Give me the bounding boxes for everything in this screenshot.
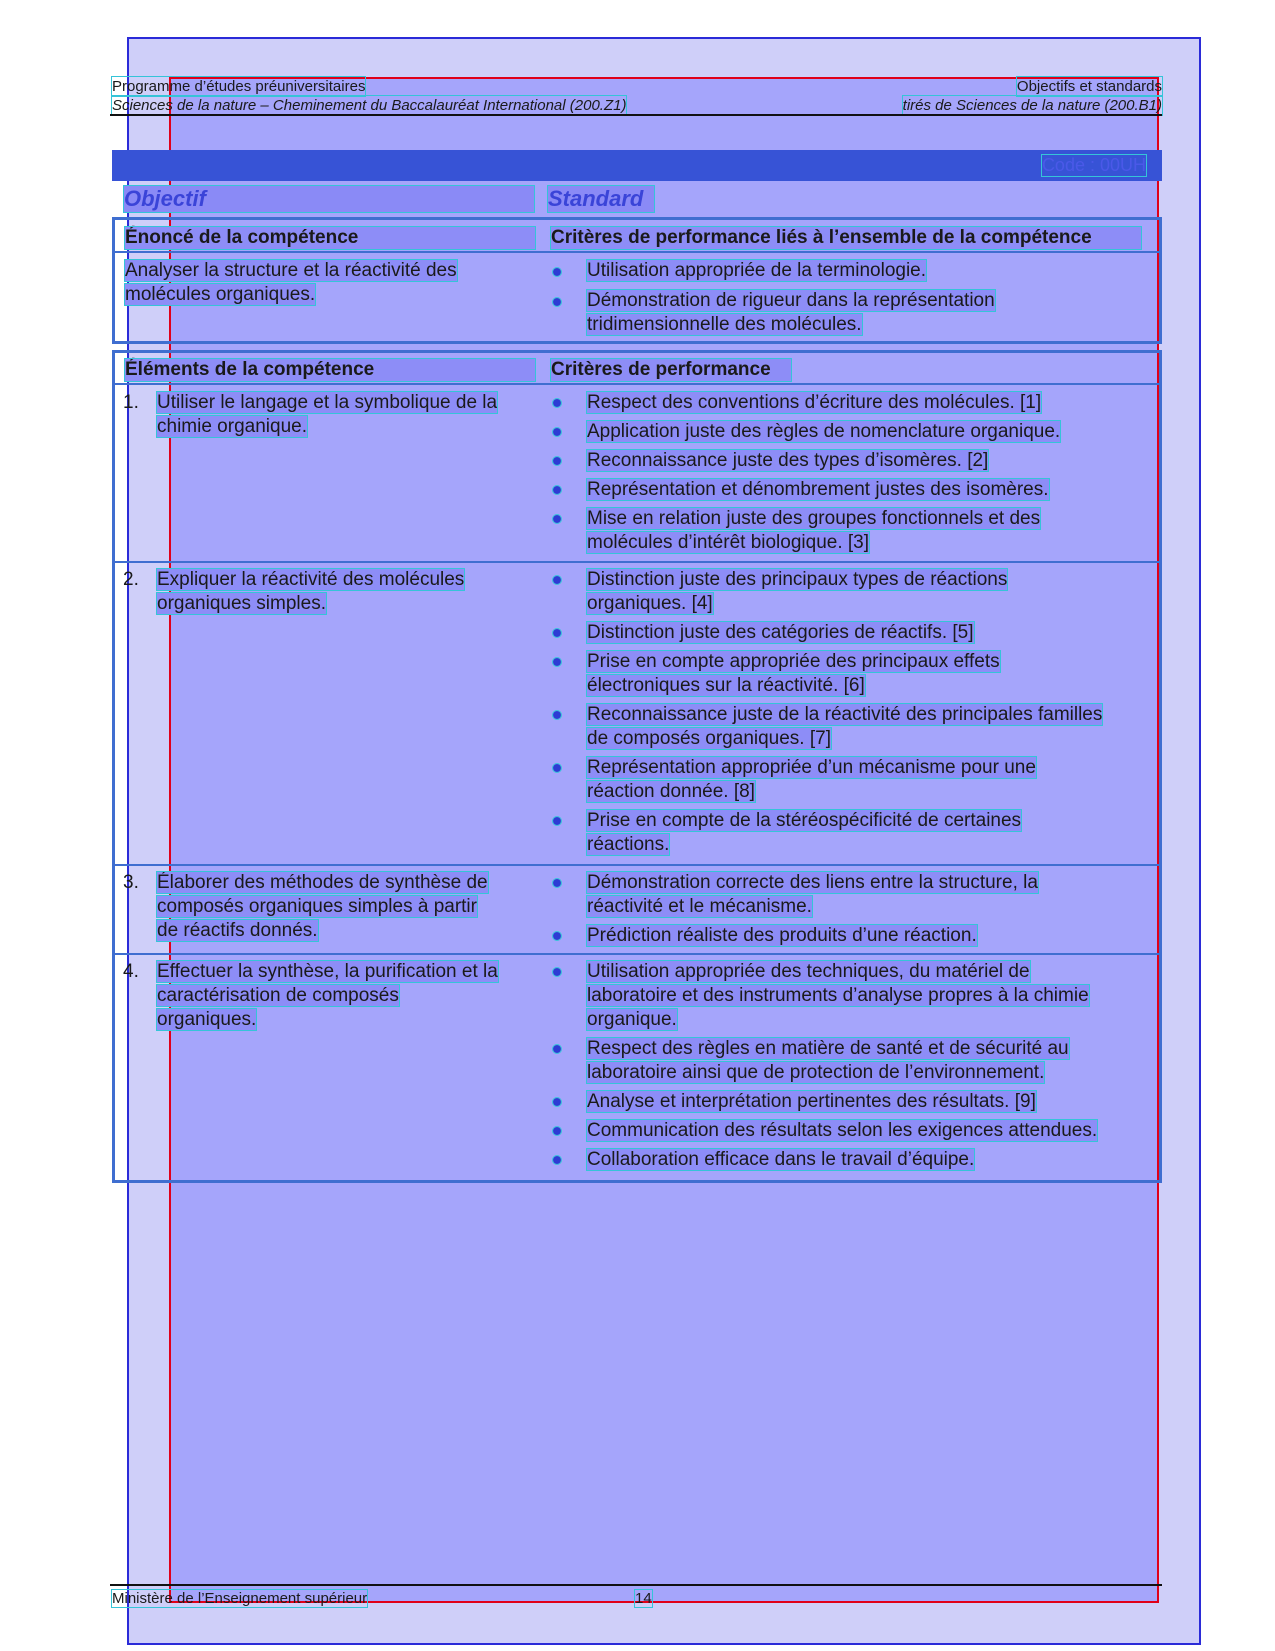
critere-item: Prédiction réaliste des produits d’une réaction.: [587, 925, 977, 946]
element-number: 3.: [123, 872, 139, 893]
footer-ministry: Ministère de l’Enseignement supérieur: [112, 1590, 368, 1607]
critere-item: Reconnaissance juste de la réactivité des principales familles de composés organiques. [7]: [587, 704, 1103, 749]
element-row-4: [115, 953, 1159, 1181]
enonce-heading: Énoncé de la compétence: [125, 227, 535, 249]
element-row-3: [115, 864, 1159, 955]
element-text: Élaborer des méthodes de synthèse de composés organiques simples à partir de réactifs donnés.: [157, 872, 488, 941]
critere-item: Analyse et interprétation pertinentes des résultats. [9]: [587, 1091, 1036, 1112]
critere-item: Mise en relation juste des groupes fonctionnels et des molécules d’intérêt biologique. [3]: [587, 508, 1041, 553]
objectif-heading-text: Objectif: [124, 186, 206, 211]
footer-rule: [110, 1584, 1162, 1586]
bullet-icon: [553, 932, 561, 940]
header-program-title: Programme d’études préuniversitaires: [112, 78, 366, 95]
bullet-icon: [553, 1156, 561, 1164]
bullet-icon: [553, 711, 561, 719]
bullet-icon: [553, 629, 561, 637]
code-bar: [112, 150, 1162, 181]
bullet-icon: [553, 968, 561, 976]
standard-heading: [548, 186, 654, 212]
critere-item: Respect des conventions d’écriture des molécules. [1]: [587, 392, 1042, 413]
critere-item: Collaboration efficace dans le travail d’équipe.: [587, 1149, 975, 1170]
critere-item: Reconnaissance juste des types d’isomères. [2]: [587, 450, 989, 471]
critere-item: Démonstration correcte des liens entre la structure, la réactivité et le mécanisme.: [587, 872, 1038, 917]
bullet-icon: [553, 428, 561, 436]
element-number: 4.: [123, 961, 139, 982]
critere-item: Représentation appropriée d’un mécanisme pour une réaction donnée. [8]: [587, 757, 1036, 802]
competency-code: Code : 00UH: [1041, 155, 1146, 175]
element-row-1: [115, 383, 1159, 563]
standard-heading-text: Standard: [548, 186, 644, 211]
critere-item: Application juste des règles de nomenclature organique.: [587, 421, 1061, 442]
critere-item: Prise en compte de la stéréospécificité de certaines réactions.: [587, 810, 1022, 855]
elements-heading: Éléments de la compétence: [125, 359, 535, 381]
competence-table: [112, 217, 1162, 344]
criteres-ensemble-heading: Critères de performance liés à l’ensemble de la compétence: [551, 227, 1141, 249]
bullet-icon: [553, 658, 561, 666]
element-row-2: [115, 561, 1159, 866]
bullet-icon: [553, 1127, 561, 1135]
bullet-icon: [553, 399, 561, 407]
criteres-heading: Critères de performance: [551, 359, 791, 381]
critere-item: Utilisation appropriée des techniques, du matériel de laboratoire et des instruments d’analyse propres à la chimie organique.: [587, 961, 1089, 1030]
bullet-icon: [553, 576, 561, 584]
enonce-text: [125, 259, 535, 307]
critere-item: Prise en compte appropriée des principaux effets électroniques sur la réactivité. [6]: [587, 651, 1000, 696]
critere-item: Distinction juste des catégories de réactifs. [5]: [587, 622, 974, 643]
critere-item: Utilisation appropriée de la terminologie.: [587, 260, 927, 281]
bullet-icon: [553, 515, 561, 523]
bullet-icon: [553, 268, 561, 276]
critere-item: Démonstration de rigueur dans la représentation tridimensionnelle des molécules.: [587, 290, 995, 335]
bullet-icon: [553, 879, 561, 887]
element-text: Effectuer la synthèse, la purification et la caractérisation de composés organiques.: [157, 961, 498, 1030]
objectif-heading: [124, 186, 534, 212]
bullet-icon: [553, 486, 561, 494]
critere-item: Distinction juste des principaux types de réactions organiques. [4]: [587, 569, 1008, 614]
competence-row: [115, 251, 1159, 345]
element-text: Utiliser le langage et la symbolique de la chimie organique.: [157, 392, 498, 437]
enonce-line: Analyser la structure et la réactivité des: [125, 260, 457, 281]
elements-table: [112, 350, 1162, 1183]
document-page: [112, 0, 1162, 1651]
header-program-subtitle: Sciences de la nature – Cheminement du Baccalauréat International (200.Z1): [112, 97, 627, 114]
bullet-icon: [553, 457, 561, 465]
critere-item: Communication des résultats selon les exigences attendues.: [587, 1120, 1098, 1141]
critere-item: Représentation et dénombrement justes des isomères.: [587, 479, 1049, 500]
header-source-program: tirés de Sciences de la nature (200.B1): [902, 97, 1162, 114]
bullet-icon: [553, 817, 561, 825]
element-number: 2.: [123, 569, 139, 590]
bullet-icon: [553, 764, 561, 772]
header-objectives-title: Objectifs et standards: [1016, 78, 1162, 95]
page-number: 14: [635, 1590, 652, 1607]
element-text: Expliquer la réactivité des molécules organiques simples.: [157, 569, 465, 614]
header-rule: [110, 114, 1162, 116]
bullet-icon: [553, 298, 561, 306]
enonce-line: molécules organiques.: [125, 284, 316, 305]
bullet-icon: [553, 1045, 561, 1053]
bullet-icon: [553, 1098, 561, 1106]
element-number: 1.: [123, 392, 139, 413]
critere-item: Respect des règles en matière de santé et de sécurité au laboratoire ainsi que de protection de l’environnement.: [587, 1038, 1069, 1083]
